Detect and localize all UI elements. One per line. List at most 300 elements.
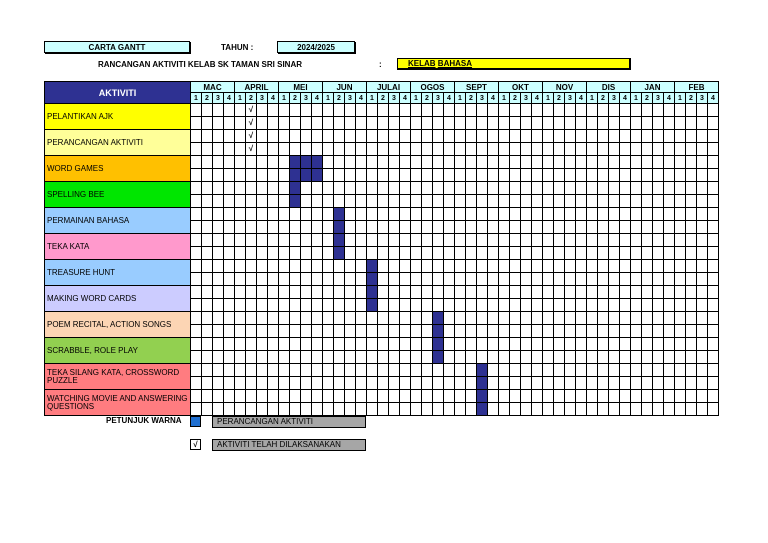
gantt-cell [312,377,323,390]
gantt-cell [334,403,345,416]
gantt-cell [224,169,235,182]
gantt-cell [642,208,653,221]
gantt-cell [675,338,686,351]
gantt-bar-cell [334,234,345,247]
gantt-cell [565,325,576,338]
gantt-cell [554,169,565,182]
week-number: 4 [576,93,587,104]
gantt-bar-cell [367,286,378,299]
gantt-cell [499,156,510,169]
gantt-cell [620,130,631,143]
gantt-cell [708,299,719,312]
gantt-cell [213,247,224,260]
gantt-cell [411,364,422,377]
gantt-cell [246,273,257,286]
gantt-cell [433,169,444,182]
gantt-cell [565,286,576,299]
gantt-cell [444,390,455,403]
gantt-cell [664,260,675,273]
gantt-cell [433,377,444,390]
gantt-cell [532,299,543,312]
gantt-cell [268,195,279,208]
gantt-cell [609,143,620,156]
gantt-cell [499,325,510,338]
gantt-cell [301,299,312,312]
gantt-cell [356,104,367,117]
gantt-cell [213,221,224,234]
gantt-cell [499,130,510,143]
gantt-cell [334,104,345,117]
gantt-cell [301,182,312,195]
gantt-cell [576,325,587,338]
gantt-cell [235,247,246,260]
gantt-cell [356,403,367,416]
gantt-cell [213,364,224,377]
gantt-cell [466,403,477,416]
gantt-cell [532,234,543,247]
gantt-cell [235,286,246,299]
week-number: 1 [323,93,334,104]
gantt-cell [323,299,334,312]
gantt-cell [455,169,466,182]
gantt-cell [279,299,290,312]
gantt-cell [631,195,642,208]
gantt-cell [290,104,301,117]
gantt-cell [191,312,202,325]
gantt-cell [598,273,609,286]
gantt-cell [620,403,631,416]
gantt-cell [488,299,499,312]
gantt-cell [510,312,521,325]
gantt-cell [268,273,279,286]
gantt-cell [345,299,356,312]
gantt-cell [378,273,389,286]
week-number: 3 [213,93,224,104]
gantt-cell [345,390,356,403]
gantt-cell [598,208,609,221]
gantt-cell [257,299,268,312]
gantt-cell [444,364,455,377]
gantt-cell [686,169,697,182]
gantt-cell [422,143,433,156]
gantt-cell [532,273,543,286]
gantt-cell [455,221,466,234]
gantt-cell [433,143,444,156]
gantt-cell [224,325,235,338]
gantt-cell [653,195,664,208]
gantt-cell [356,169,367,182]
gantt-cell [653,403,664,416]
gantt-cell [598,156,609,169]
gantt-cell [290,364,301,377]
gantt-cell [510,143,521,156]
gantt-cell [609,312,620,325]
gantt-cell [697,117,708,130]
gantt-cell [224,234,235,247]
gantt-cell [290,312,301,325]
gantt-cell [279,260,290,273]
gantt-bar-cell [477,364,488,377]
gantt-cell [576,273,587,286]
gantt-cell [334,195,345,208]
gantt-cell [532,338,543,351]
gantt-cell [411,312,422,325]
gantt-cell [653,117,664,130]
gantt-cell [257,351,268,364]
gantt-cell [422,286,433,299]
gantt-cell [675,117,686,130]
gantt-cell [488,130,499,143]
gantt-cell [576,104,587,117]
gantt-cell [576,260,587,273]
gantt-cell [378,260,389,273]
gantt-cell [400,312,411,325]
gantt-cell [312,403,323,416]
gantt-cell [246,260,257,273]
gantt-cell [697,182,708,195]
gantt-cell [554,286,565,299]
gantt-cell [246,156,257,169]
gantt-cell [411,286,422,299]
gantt-cell [367,195,378,208]
gantt-cell [653,156,664,169]
gantt-cell [642,247,653,260]
check-mark: √ [246,104,257,117]
gantt-cell [257,403,268,416]
gantt-cell [367,247,378,260]
gantt-cell [466,182,477,195]
gantt-cell [587,143,598,156]
month-header: DIS [587,82,631,93]
gantt-cell [554,130,565,143]
gantt-cell [576,390,587,403]
gantt-cell [433,208,444,221]
gantt-cell [290,260,301,273]
gantt-cell [675,247,686,260]
gantt-cell [224,143,235,156]
gantt-cell [708,260,719,273]
gantt-cell [620,325,631,338]
gantt-cell [411,182,422,195]
gantt-cell [609,130,620,143]
gantt-cell [290,273,301,286]
gantt-cell [356,286,367,299]
gantt-cell [400,273,411,286]
week-number: 1 [631,93,642,104]
gantt-cell [532,208,543,221]
gantt-cell [543,260,554,273]
gantt-cell [521,195,532,208]
gantt-cell [554,221,565,234]
gantt-cell [444,104,455,117]
gantt-cell [477,195,488,208]
gantt-cell [312,312,323,325]
gantt-cell [620,377,631,390]
gantt-cell [224,247,235,260]
gantt-cell [609,221,620,234]
gantt-cell [323,247,334,260]
gantt-cell [246,351,257,364]
gantt-cell [653,104,664,117]
gantt-cell [279,286,290,299]
gantt-cell [334,273,345,286]
gantt-cell [686,143,697,156]
gantt-cell [411,208,422,221]
gantt-cell [697,273,708,286]
gantt-cell [389,377,400,390]
gantt-cell [598,325,609,338]
gantt-cell [510,260,521,273]
gantt-cell [213,143,224,156]
gantt-cell [323,208,334,221]
gantt-cell [400,234,411,247]
gantt-cell [422,169,433,182]
gantt-cell [466,286,477,299]
gantt-cell [191,221,202,234]
gantt-cell [642,390,653,403]
gantt-cell [532,364,543,377]
gantt-cell [642,338,653,351]
gantt-cell [598,377,609,390]
gantt-cell [213,299,224,312]
gantt-cell [323,169,334,182]
gantt-cell [378,338,389,351]
gantt-cell [708,351,719,364]
gantt-cell [543,156,554,169]
gantt-cell [224,104,235,117]
gantt-cell [235,208,246,221]
gantt-cell [510,273,521,286]
gantt-cell [312,104,323,117]
activity-row [45,104,719,117]
gantt-cell [620,182,631,195]
gantt-cell [279,403,290,416]
gantt-bar-cell [433,338,444,351]
gantt-cell [708,234,719,247]
gantt-cell [389,325,400,338]
gantt-cell [499,364,510,377]
gantt-cell [400,403,411,416]
gantt-cell [499,143,510,156]
gantt-cell [609,403,620,416]
gantt-cell [609,195,620,208]
gantt-cell [477,299,488,312]
gantt-cell [620,208,631,221]
gantt-bar-cell [477,377,488,390]
gantt-cell [378,247,389,260]
gantt-cell [565,390,576,403]
gantt-cell [422,208,433,221]
gantt-cell [686,351,697,364]
gantt-cell [213,117,224,130]
gantt-cell [235,260,246,273]
gantt-bar-cell [334,247,345,260]
gantt-cell [235,195,246,208]
gantt-cell [378,156,389,169]
gantt-cell [642,195,653,208]
gantt-cell [587,325,598,338]
gantt-cell [642,286,653,299]
gantt-cell [686,195,697,208]
gantt-cell [576,156,587,169]
gantt-cell [235,221,246,234]
gantt-cell [279,156,290,169]
gantt-cell [686,312,697,325]
week-number: 3 [697,93,708,104]
gantt-cell [510,104,521,117]
gantt-cell [686,130,697,143]
gantt-cell [191,390,202,403]
gantt-cell [466,273,477,286]
gantt-cell [389,156,400,169]
gantt-cell [378,117,389,130]
gantt-cell [367,221,378,234]
gantt-cell [312,143,323,156]
gantt-cell [290,377,301,390]
gantt-cell [455,338,466,351]
gantt-cell [312,325,323,338]
gantt-cell [290,234,301,247]
month-header: JAN [631,82,675,93]
gantt-cell [532,169,543,182]
gantt-cell [455,104,466,117]
gantt-cell [389,312,400,325]
legend-check-icon: √ [190,439,201,450]
gantt-cell [235,390,246,403]
gantt-cell [609,156,620,169]
gantt-cell [664,182,675,195]
gantt-cell [433,195,444,208]
gantt-cell [202,260,213,273]
gantt-cell [235,104,246,117]
gantt-cell [631,273,642,286]
gantt-cell [356,390,367,403]
gantt-cell [587,221,598,234]
gantt-cell [224,403,235,416]
gantt-cell [664,117,675,130]
gantt-cell [653,169,664,182]
week-number: 4 [532,93,543,104]
week-number: 3 [521,93,532,104]
gantt-cell [257,182,268,195]
gantt-cell [466,351,477,364]
activity-row [45,130,719,143]
gantt-cell [532,156,543,169]
gantt-cell [708,247,719,260]
gantt-cell [367,130,378,143]
gantt-cell [400,221,411,234]
gantt-cell [202,104,213,117]
gantt-cell [565,221,576,234]
gantt-cell [664,104,675,117]
gantt-cell [565,403,576,416]
gantt-cell [664,234,675,247]
gantt-cell [213,351,224,364]
gantt-cell [631,260,642,273]
gantt-cell [444,195,455,208]
gantt-cell [422,104,433,117]
gantt-cell [565,104,576,117]
gantt-bar-cell [477,403,488,416]
gantt-cell [565,312,576,325]
gantt-cell [422,273,433,286]
gantt-cell [466,338,477,351]
gantt-cell [290,117,301,130]
gantt-cell [389,390,400,403]
week-number: 4 [708,93,719,104]
gantt-cell [213,234,224,247]
gantt-cell [708,403,719,416]
gantt-cell [235,403,246,416]
gantt-cell [477,247,488,260]
gantt-bar-cell [312,169,323,182]
gantt-cell [246,364,257,377]
gantt-cell [279,195,290,208]
gantt-cell [642,364,653,377]
gantt-cell [587,364,598,377]
gantt-cell [400,104,411,117]
gantt-cell [356,143,367,156]
gantt-cell [455,377,466,390]
gantt-cell [521,247,532,260]
gantt-cell [565,156,576,169]
gantt-cell [499,221,510,234]
gantt-cell [477,234,488,247]
gantt-cell [367,234,378,247]
gantt-cell [708,104,719,117]
gantt-cell [378,143,389,156]
gantt-cell [422,312,433,325]
gantt-cell [213,182,224,195]
gantt-cell [334,169,345,182]
gantt-cell [422,377,433,390]
gantt-cell [598,351,609,364]
gantt-cell [202,273,213,286]
gantt-cell [477,260,488,273]
gantt-cell [642,377,653,390]
gantt-cell [400,156,411,169]
gantt-cell [334,260,345,273]
gantt-cell [224,364,235,377]
gantt-cell [224,312,235,325]
gantt-cell [312,221,323,234]
gantt-cell [290,403,301,416]
gantt-cell [389,143,400,156]
gantt-cell [235,156,246,169]
gantt-cell [323,130,334,143]
gantt-cell [554,117,565,130]
gantt-cell [543,104,554,117]
gantt-cell [543,195,554,208]
week-number: 2 [554,93,565,104]
year-value: 2024/2025 [277,41,355,53]
gantt-cell [301,390,312,403]
gantt-cell [224,286,235,299]
gantt-cell [488,377,499,390]
gantt-cell [664,286,675,299]
gantt-cell [323,403,334,416]
gantt-cell [422,390,433,403]
gantt-cell [378,377,389,390]
gantt-cell [675,208,686,221]
gantt-cell [664,325,675,338]
gantt-cell [499,260,510,273]
gantt-cell [697,325,708,338]
gantt-cell [686,208,697,221]
gantt-cell [576,312,587,325]
gantt-cell [466,130,477,143]
gantt-cell [565,299,576,312]
